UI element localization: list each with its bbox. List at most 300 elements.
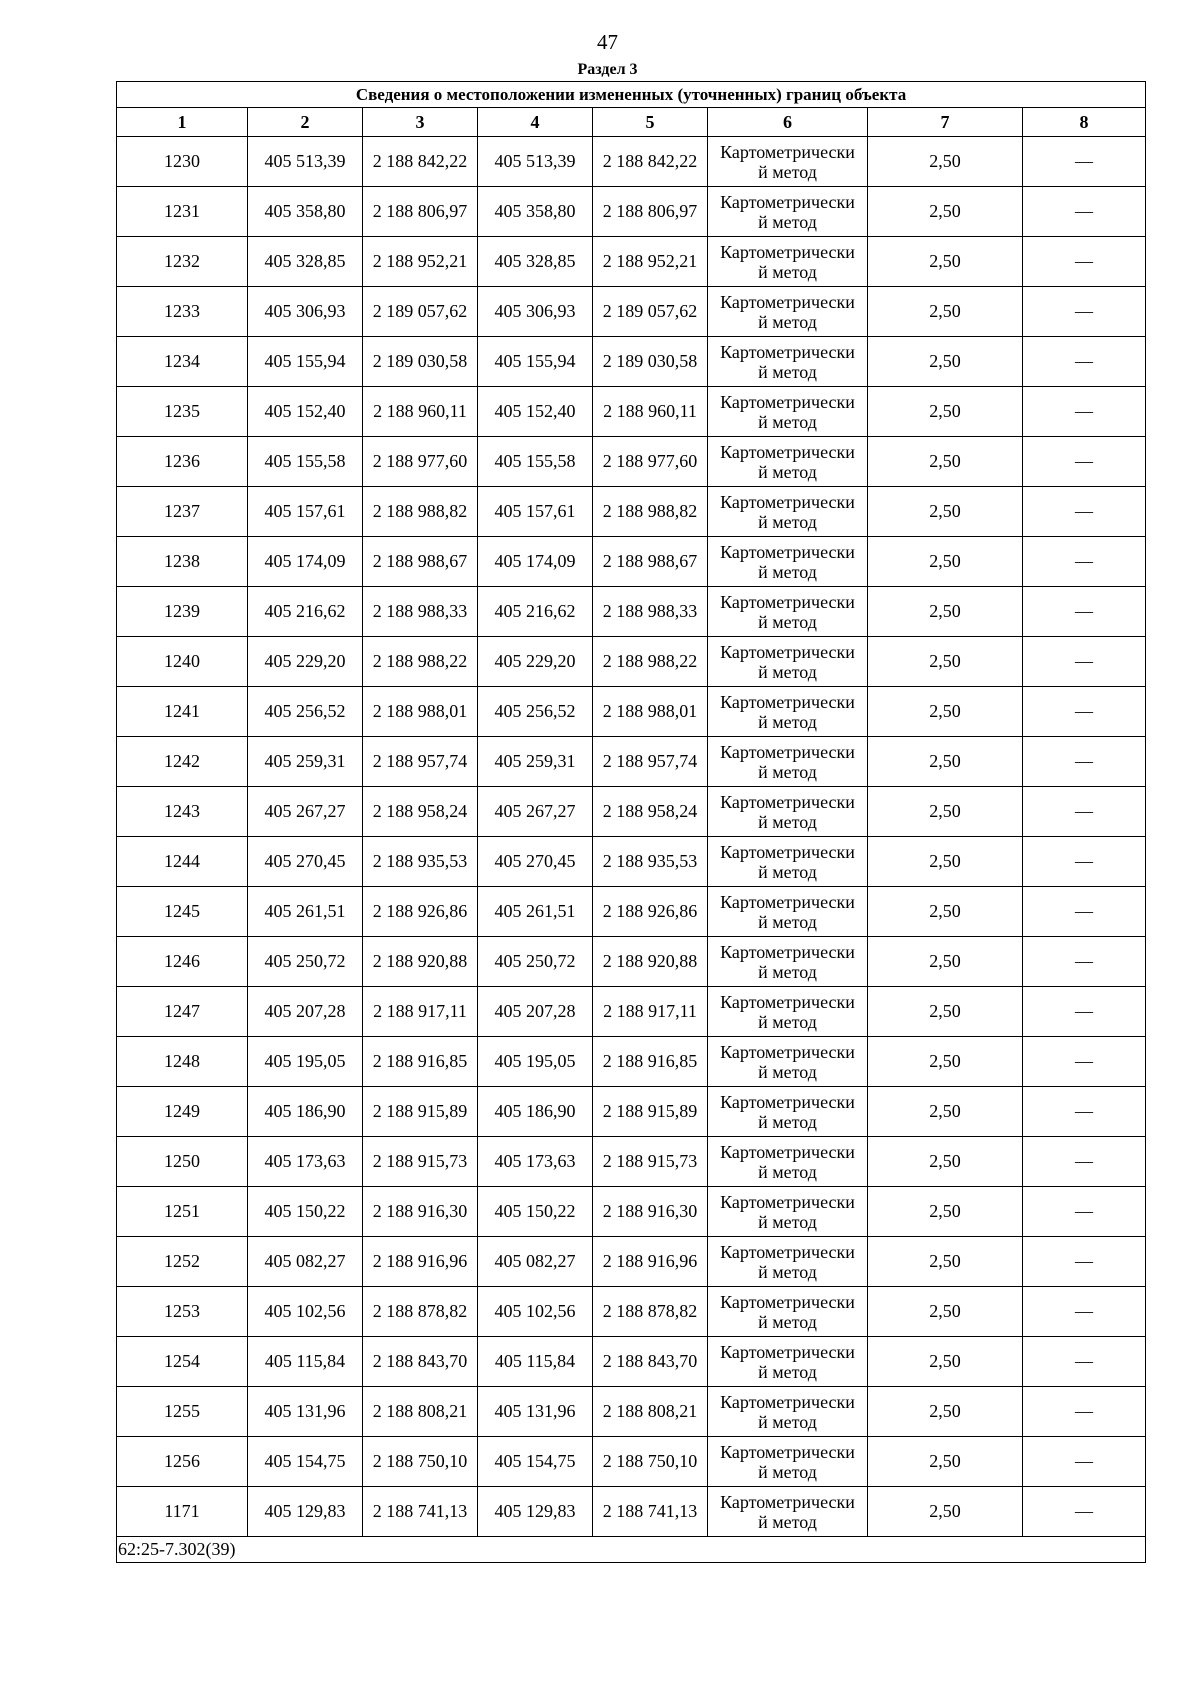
description-cell: — bbox=[1023, 787, 1146, 837]
x-new-cell: 405 157,61 bbox=[478, 487, 593, 537]
x-old-cell: 405 261,51 bbox=[248, 887, 363, 937]
method-line-1: Картометрически bbox=[720, 1341, 855, 1362]
description-cell: — bbox=[1023, 1337, 1146, 1387]
method-cell bbox=[708, 1487, 868, 1537]
x-old-cell: 405 155,94 bbox=[248, 337, 363, 387]
column-header: 6 bbox=[708, 108, 868, 137]
point-number-cell: 1235 bbox=[117, 387, 248, 437]
y-new-cell: 2 188 878,82 bbox=[593, 1287, 708, 1337]
point-number-cell: 1253 bbox=[117, 1287, 248, 1337]
table-row bbox=[117, 187, 1146, 237]
method-line-1: Картометрически bbox=[720, 391, 855, 412]
method-cell bbox=[708, 937, 868, 987]
point-number-cell: 1237 bbox=[117, 487, 248, 537]
column-header: 2 bbox=[248, 108, 363, 137]
method-line-1: Картометрически bbox=[720, 291, 855, 312]
method-line-2: й метод bbox=[758, 511, 817, 532]
y-new-cell: 2 188 988,33 bbox=[593, 587, 708, 637]
method-cell bbox=[708, 337, 868, 387]
y-old-cell: 2 188 935,53 bbox=[363, 837, 478, 887]
accuracy-cell: 2,50 bbox=[868, 1387, 1023, 1437]
method-line-1: Картометрически bbox=[720, 641, 855, 662]
description-cell: — bbox=[1023, 1037, 1146, 1087]
method-line-1: Картометрически bbox=[720, 1091, 855, 1112]
method-cell bbox=[708, 1187, 868, 1237]
method-cell bbox=[708, 1437, 868, 1487]
method-line-2: й метод bbox=[758, 911, 817, 932]
x-old-cell: 405 513,39 bbox=[248, 137, 363, 187]
table-row bbox=[117, 1037, 1146, 1087]
y-old-cell: 2 188 750,10 bbox=[363, 1437, 478, 1487]
description-cell: — bbox=[1023, 287, 1146, 337]
method-cell bbox=[708, 1087, 868, 1137]
accuracy-cell: 2,50 bbox=[868, 1337, 1023, 1387]
y-old-cell: 2 188 920,88 bbox=[363, 937, 478, 987]
method-line-2: й метод bbox=[758, 661, 817, 682]
description-cell: — bbox=[1023, 887, 1146, 937]
x-new-cell: 405 256,52 bbox=[478, 687, 593, 737]
table-row bbox=[117, 937, 1146, 987]
y-old-cell: 2 188 957,74 bbox=[363, 737, 478, 787]
table-row bbox=[117, 787, 1146, 837]
x-old-cell: 405 358,80 bbox=[248, 187, 363, 237]
table-caption: Сведения о местоположении измененных (уточненных) границ объекта bbox=[117, 82, 1146, 108]
y-new-cell: 2 188 916,85 bbox=[593, 1037, 708, 1087]
column-header: 1 bbox=[117, 108, 248, 137]
x-old-cell: 405 207,28 bbox=[248, 987, 363, 1037]
x-old-cell: 405 186,90 bbox=[248, 1087, 363, 1137]
method-line-1: Картометрически bbox=[720, 341, 855, 362]
point-number-cell: 1249 bbox=[117, 1087, 248, 1137]
accuracy-cell: 2,50 bbox=[868, 787, 1023, 837]
y-new-cell: 2 188 915,89 bbox=[593, 1087, 708, 1137]
y-old-cell: 2 188 842,22 bbox=[363, 137, 478, 187]
point-number-cell: 1242 bbox=[117, 737, 248, 787]
description-cell: — bbox=[1023, 1287, 1146, 1337]
method-line-1: Картометрически bbox=[720, 541, 855, 562]
column-header: 7 bbox=[868, 108, 1023, 137]
y-new-cell: 2 188 916,96 bbox=[593, 1237, 708, 1287]
y-new-cell: 2 189 030,58 bbox=[593, 337, 708, 387]
method-cell bbox=[708, 387, 868, 437]
x-new-cell: 405 513,39 bbox=[478, 137, 593, 187]
x-new-cell: 405 259,31 bbox=[478, 737, 593, 787]
accuracy-cell: 2,50 bbox=[868, 187, 1023, 237]
accuracy-cell: 2,50 bbox=[868, 1287, 1023, 1337]
x-new-cell: 405 155,94 bbox=[478, 337, 593, 387]
column-header: 5 bbox=[593, 108, 708, 137]
x-new-cell: 405 152,40 bbox=[478, 387, 593, 437]
accuracy-cell: 2,50 bbox=[868, 1187, 1023, 1237]
method-line-2: й метод bbox=[758, 411, 817, 432]
description-cell: — bbox=[1023, 1487, 1146, 1537]
description-cell: — bbox=[1023, 187, 1146, 237]
point-number-cell: 1254 bbox=[117, 1337, 248, 1387]
method-line-1: Картометрически bbox=[720, 691, 855, 712]
x-old-cell: 405 155,58 bbox=[248, 437, 363, 487]
accuracy-cell: 2,50 bbox=[868, 1487, 1023, 1537]
method-cell bbox=[708, 537, 868, 587]
description-cell: — bbox=[1023, 1187, 1146, 1237]
method-line-2: й метод bbox=[758, 561, 817, 582]
table-row bbox=[117, 137, 1146, 187]
method-line-1: Картометрически bbox=[720, 991, 855, 1012]
table-row bbox=[117, 737, 1146, 787]
x-old-cell: 405 082,27 bbox=[248, 1237, 363, 1287]
y-new-cell: 2 188 741,13 bbox=[593, 1487, 708, 1537]
y-old-cell: 2 188 878,82 bbox=[363, 1287, 478, 1337]
point-number-cell: 1233 bbox=[117, 287, 248, 337]
description-cell: — bbox=[1023, 637, 1146, 687]
method-cell bbox=[708, 437, 868, 487]
x-old-cell: 405 267,27 bbox=[248, 787, 363, 837]
y-old-cell: 2 189 030,58 bbox=[363, 337, 478, 387]
x-new-cell: 405 186,90 bbox=[478, 1087, 593, 1137]
x-new-cell: 405 267,27 bbox=[478, 787, 593, 837]
description-cell: — bbox=[1023, 1237, 1146, 1287]
x-old-cell: 405 306,93 bbox=[248, 287, 363, 337]
method-line-1: Картометрически bbox=[720, 1191, 855, 1212]
method-cell bbox=[708, 1137, 868, 1187]
point-number-cell: 1241 bbox=[117, 687, 248, 737]
method-line-1: Картометрически bbox=[720, 1141, 855, 1162]
x-new-cell: 405 150,22 bbox=[478, 1187, 593, 1237]
x-new-cell: 405 154,75 bbox=[478, 1437, 593, 1487]
description-cell: — bbox=[1023, 137, 1146, 187]
x-old-cell: 405 129,83 bbox=[248, 1487, 363, 1537]
point-number-cell: 1243 bbox=[117, 787, 248, 837]
x-old-cell: 405 152,40 bbox=[248, 387, 363, 437]
accuracy-cell: 2,50 bbox=[868, 987, 1023, 1037]
table-row bbox=[117, 287, 1146, 337]
x-old-cell: 405 154,75 bbox=[248, 1437, 363, 1487]
y-old-cell: 2 188 977,60 bbox=[363, 437, 478, 487]
method-line-1: Картометрически bbox=[720, 1241, 855, 1262]
method-line-1: Картометрически bbox=[720, 1491, 855, 1512]
description-cell: — bbox=[1023, 987, 1146, 1037]
method-line-2: й метод bbox=[758, 461, 817, 482]
accuracy-cell: 2,50 bbox=[868, 337, 1023, 387]
table-footer-row bbox=[117, 1537, 1146, 1563]
accuracy-cell: 2,50 bbox=[868, 837, 1023, 887]
method-cell bbox=[708, 787, 868, 837]
y-new-cell: 2 188 960,11 bbox=[593, 387, 708, 437]
y-old-cell: 2 188 916,30 bbox=[363, 1187, 478, 1237]
point-number-cell: 1230 bbox=[117, 137, 248, 187]
method-cell bbox=[708, 987, 868, 1037]
point-number-cell: 1240 bbox=[117, 637, 248, 687]
method-line-2: й метод bbox=[758, 261, 817, 282]
x-new-cell: 405 195,05 bbox=[478, 1037, 593, 1087]
x-new-cell: 405 174,09 bbox=[478, 537, 593, 587]
column-header: 8 bbox=[1023, 108, 1146, 137]
method-line-2: й метод bbox=[758, 1311, 817, 1332]
accuracy-cell: 2,50 bbox=[868, 887, 1023, 937]
x-old-cell: 405 195,05 bbox=[248, 1037, 363, 1087]
description-cell: — bbox=[1023, 337, 1146, 387]
point-number-cell: 1245 bbox=[117, 887, 248, 937]
x-old-cell: 405 102,56 bbox=[248, 1287, 363, 1337]
method-line-1: Картометрически bbox=[720, 941, 855, 962]
y-old-cell: 2 188 741,13 bbox=[363, 1487, 478, 1537]
x-new-cell: 405 216,62 bbox=[478, 587, 593, 637]
page-number: 47 bbox=[597, 30, 618, 54]
y-new-cell: 2 188 915,73 bbox=[593, 1137, 708, 1187]
y-old-cell: 2 188 988,33 bbox=[363, 587, 478, 637]
table-row bbox=[117, 687, 1146, 737]
x-old-cell: 405 131,96 bbox=[248, 1387, 363, 1437]
method-cell bbox=[708, 237, 868, 287]
method-line-2: й метод bbox=[758, 161, 817, 182]
method-cell bbox=[708, 837, 868, 887]
method-line-1: Картометрически bbox=[720, 1291, 855, 1312]
method-line-1: Картометрически bbox=[720, 791, 855, 812]
y-old-cell: 2 188 958,24 bbox=[363, 787, 478, 837]
method-line-2: й метод bbox=[758, 1011, 817, 1032]
accuracy-cell: 2,50 bbox=[868, 1237, 1023, 1287]
y-old-cell: 2 188 917,11 bbox=[363, 987, 478, 1037]
method-line-2: й метод bbox=[758, 1211, 817, 1232]
point-number-cell: 1236 bbox=[117, 437, 248, 487]
table-row bbox=[117, 1237, 1146, 1287]
method-cell bbox=[708, 637, 868, 687]
table-row bbox=[117, 1187, 1146, 1237]
y-old-cell: 2 188 808,21 bbox=[363, 1387, 478, 1437]
accuracy-cell: 2,50 bbox=[868, 1437, 1023, 1487]
x-new-cell: 405 129,83 bbox=[478, 1487, 593, 1537]
description-cell: — bbox=[1023, 387, 1146, 437]
accuracy-cell: 2,50 bbox=[868, 637, 1023, 687]
y-old-cell: 2 188 843,70 bbox=[363, 1337, 478, 1387]
y-new-cell: 2 188 926,86 bbox=[593, 887, 708, 937]
accuracy-cell: 2,50 bbox=[868, 587, 1023, 637]
x-new-cell: 405 250,72 bbox=[478, 937, 593, 987]
x-new-cell: 405 270,45 bbox=[478, 837, 593, 887]
description-cell: — bbox=[1023, 487, 1146, 537]
table-row bbox=[117, 987, 1146, 1037]
method-line-2: й метод bbox=[758, 811, 817, 832]
point-number-cell: 1171 bbox=[117, 1487, 248, 1537]
point-number-cell: 1244 bbox=[117, 837, 248, 887]
y-old-cell: 2 188 960,11 bbox=[363, 387, 478, 437]
description-cell: — bbox=[1023, 737, 1146, 787]
table-header-row bbox=[117, 108, 1146, 137]
x-new-cell: 405 207,28 bbox=[478, 987, 593, 1037]
table-row bbox=[117, 1087, 1146, 1137]
x-old-cell: 405 174,09 bbox=[248, 537, 363, 587]
method-line-1: Картометрически bbox=[720, 591, 855, 612]
description-cell: — bbox=[1023, 537, 1146, 587]
y-new-cell: 2 188 988,67 bbox=[593, 537, 708, 587]
y-old-cell: 2 188 915,73 bbox=[363, 1137, 478, 1187]
y-old-cell: 2 188 988,22 bbox=[363, 637, 478, 687]
y-old-cell: 2 188 988,82 bbox=[363, 487, 478, 537]
y-old-cell: 2 188 916,85 bbox=[363, 1037, 478, 1087]
accuracy-cell: 2,50 bbox=[868, 237, 1023, 287]
method-line-1: Картометрически bbox=[720, 1441, 855, 1462]
method-line-2: й метод bbox=[758, 311, 817, 332]
x-old-cell: 405 259,31 bbox=[248, 737, 363, 787]
x-old-cell: 405 229,20 bbox=[248, 637, 363, 687]
point-number-cell: 1256 bbox=[117, 1437, 248, 1487]
point-number-cell: 1250 bbox=[117, 1137, 248, 1187]
x-old-cell: 405 256,52 bbox=[248, 687, 363, 737]
table-row bbox=[117, 1387, 1146, 1437]
point-number-cell: 1252 bbox=[117, 1237, 248, 1287]
point-number-cell: 1234 bbox=[117, 337, 248, 387]
description-cell: — bbox=[1023, 437, 1146, 487]
y-new-cell: 2 188 917,11 bbox=[593, 987, 708, 1037]
point-number-cell: 1246 bbox=[117, 937, 248, 987]
table-row bbox=[117, 837, 1146, 887]
description-cell: — bbox=[1023, 1387, 1146, 1437]
y-new-cell: 2 188 977,60 bbox=[593, 437, 708, 487]
method-line-2: й метод bbox=[758, 1261, 817, 1282]
method-line-2: й метод bbox=[758, 1111, 817, 1132]
x-new-cell: 405 358,80 bbox=[478, 187, 593, 237]
description-cell: — bbox=[1023, 837, 1146, 887]
accuracy-cell: 2,50 bbox=[868, 137, 1023, 187]
y-old-cell: 2 188 988,67 bbox=[363, 537, 478, 587]
y-new-cell: 2 188 920,88 bbox=[593, 937, 708, 987]
y-new-cell: 2 188 750,10 bbox=[593, 1437, 708, 1487]
x-new-cell: 405 306,93 bbox=[478, 287, 593, 337]
x-new-cell: 405 131,96 bbox=[478, 1387, 593, 1437]
y-new-cell: 2 188 952,21 bbox=[593, 237, 708, 287]
table-row bbox=[117, 1337, 1146, 1387]
boundary-table bbox=[116, 81, 1146, 1563]
method-line-1: Картометрически bbox=[720, 1041, 855, 1062]
x-new-cell: 405 229,20 bbox=[478, 637, 593, 687]
method-line-1: Картометрически bbox=[720, 241, 855, 262]
method-cell bbox=[708, 1387, 868, 1437]
accuracy-cell: 2,50 bbox=[868, 287, 1023, 337]
x-old-cell: 405 270,45 bbox=[248, 837, 363, 887]
description-cell: — bbox=[1023, 1437, 1146, 1487]
method-line-1: Картометрически bbox=[720, 491, 855, 512]
table-row bbox=[117, 1287, 1146, 1337]
x-new-cell: 405 173,63 bbox=[478, 1137, 593, 1187]
description-cell: — bbox=[1023, 237, 1146, 287]
y-new-cell: 2 188 916,30 bbox=[593, 1187, 708, 1237]
method-line-2: й метод bbox=[758, 1361, 817, 1382]
y-old-cell: 2 188 916,96 bbox=[363, 1237, 478, 1287]
method-cell bbox=[708, 1337, 868, 1387]
method-line-2: й метод bbox=[758, 1161, 817, 1182]
point-number-cell: 1238 bbox=[117, 537, 248, 587]
y-new-cell: 2 188 843,70 bbox=[593, 1337, 708, 1387]
method-cell bbox=[708, 687, 868, 737]
table-row bbox=[117, 437, 1146, 487]
method-line-2: й метод bbox=[758, 361, 817, 382]
x-old-cell: 405 115,84 bbox=[248, 1337, 363, 1387]
y-new-cell: 2 188 806,97 bbox=[593, 187, 708, 237]
point-number-cell: 1231 bbox=[117, 187, 248, 237]
method-cell bbox=[708, 487, 868, 537]
point-number-cell: 1255 bbox=[117, 1387, 248, 1437]
y-old-cell: 2 188 952,21 bbox=[363, 237, 478, 287]
method-line-1: Картометрически bbox=[720, 1391, 855, 1412]
y-old-cell: 2 189 057,62 bbox=[363, 287, 478, 337]
method-cell bbox=[708, 1037, 868, 1087]
column-header: 4 bbox=[478, 108, 593, 137]
point-number-cell: 1232 bbox=[117, 237, 248, 287]
accuracy-cell: 2,50 bbox=[868, 1037, 1023, 1087]
accuracy-cell: 2,50 bbox=[868, 437, 1023, 487]
table-row bbox=[117, 337, 1146, 387]
accuracy-cell: 2,50 bbox=[868, 387, 1023, 437]
accuracy-cell: 2,50 bbox=[868, 687, 1023, 737]
x-new-cell: 405 082,27 bbox=[478, 1237, 593, 1287]
method-line-2: й метод bbox=[758, 1061, 817, 1082]
method-line-1: Картометрически bbox=[720, 441, 855, 462]
accuracy-cell: 2,50 bbox=[868, 737, 1023, 787]
table-row bbox=[117, 487, 1146, 537]
y-new-cell: 2 189 057,62 bbox=[593, 287, 708, 337]
accuracy-cell: 2,50 bbox=[868, 537, 1023, 587]
y-new-cell: 2 188 988,82 bbox=[593, 487, 708, 537]
table-row bbox=[117, 1137, 1146, 1187]
y-new-cell: 2 188 935,53 bbox=[593, 837, 708, 887]
table-row bbox=[117, 1437, 1146, 1487]
table-row bbox=[117, 237, 1146, 287]
y-new-cell: 2 188 988,22 bbox=[593, 637, 708, 687]
method-line-2: й метод bbox=[758, 711, 817, 732]
description-cell: — bbox=[1023, 1087, 1146, 1137]
accuracy-cell: 2,50 bbox=[868, 937, 1023, 987]
method-cell bbox=[708, 1287, 868, 1337]
section-title: Раздел 3 bbox=[577, 61, 638, 78]
y-new-cell: 2 188 958,24 bbox=[593, 787, 708, 837]
x-old-cell: 405 328,85 bbox=[248, 237, 363, 287]
description-cell: — bbox=[1023, 1137, 1146, 1187]
method-line-2: й метод bbox=[758, 861, 817, 882]
x-old-cell: 405 150,22 bbox=[248, 1187, 363, 1237]
x-old-cell: 405 216,62 bbox=[248, 587, 363, 637]
method-cell bbox=[708, 1237, 868, 1287]
x-old-cell: 405 250,72 bbox=[248, 937, 363, 987]
method-cell bbox=[708, 287, 868, 337]
column-header: 3 bbox=[363, 108, 478, 137]
method-cell bbox=[708, 737, 868, 787]
method-line-2: й метод bbox=[758, 1461, 817, 1482]
accuracy-cell: 2,50 bbox=[868, 1087, 1023, 1137]
x-new-cell: 405 155,58 bbox=[478, 437, 593, 487]
point-number-cell: 1247 bbox=[117, 987, 248, 1037]
x-old-cell: 405 173,63 bbox=[248, 1137, 363, 1187]
x-new-cell: 405 328,85 bbox=[478, 237, 593, 287]
x-old-cell: 405 157,61 bbox=[248, 487, 363, 537]
description-cell: — bbox=[1023, 587, 1146, 637]
point-number-cell: 1248 bbox=[117, 1037, 248, 1087]
accuracy-cell: 2,50 bbox=[868, 487, 1023, 537]
method-line-2: й метод bbox=[758, 1511, 817, 1532]
table-row bbox=[117, 887, 1146, 937]
accuracy-cell: 2,50 bbox=[868, 1137, 1023, 1187]
y-old-cell: 2 188 926,86 bbox=[363, 887, 478, 937]
y-old-cell: 2 188 988,01 bbox=[363, 687, 478, 737]
y-old-cell: 2 188 806,97 bbox=[363, 187, 478, 237]
y-new-cell: 2 188 957,74 bbox=[593, 737, 708, 787]
method-cell bbox=[708, 187, 868, 237]
method-line-1: Картометрически bbox=[720, 141, 855, 162]
method-cell bbox=[708, 887, 868, 937]
y-old-cell: 2 188 915,89 bbox=[363, 1087, 478, 1137]
method-cell bbox=[708, 587, 868, 637]
description-cell: — bbox=[1023, 937, 1146, 987]
method-line-1: Картометрически bbox=[720, 191, 855, 212]
method-line-2: й метод bbox=[758, 211, 817, 232]
